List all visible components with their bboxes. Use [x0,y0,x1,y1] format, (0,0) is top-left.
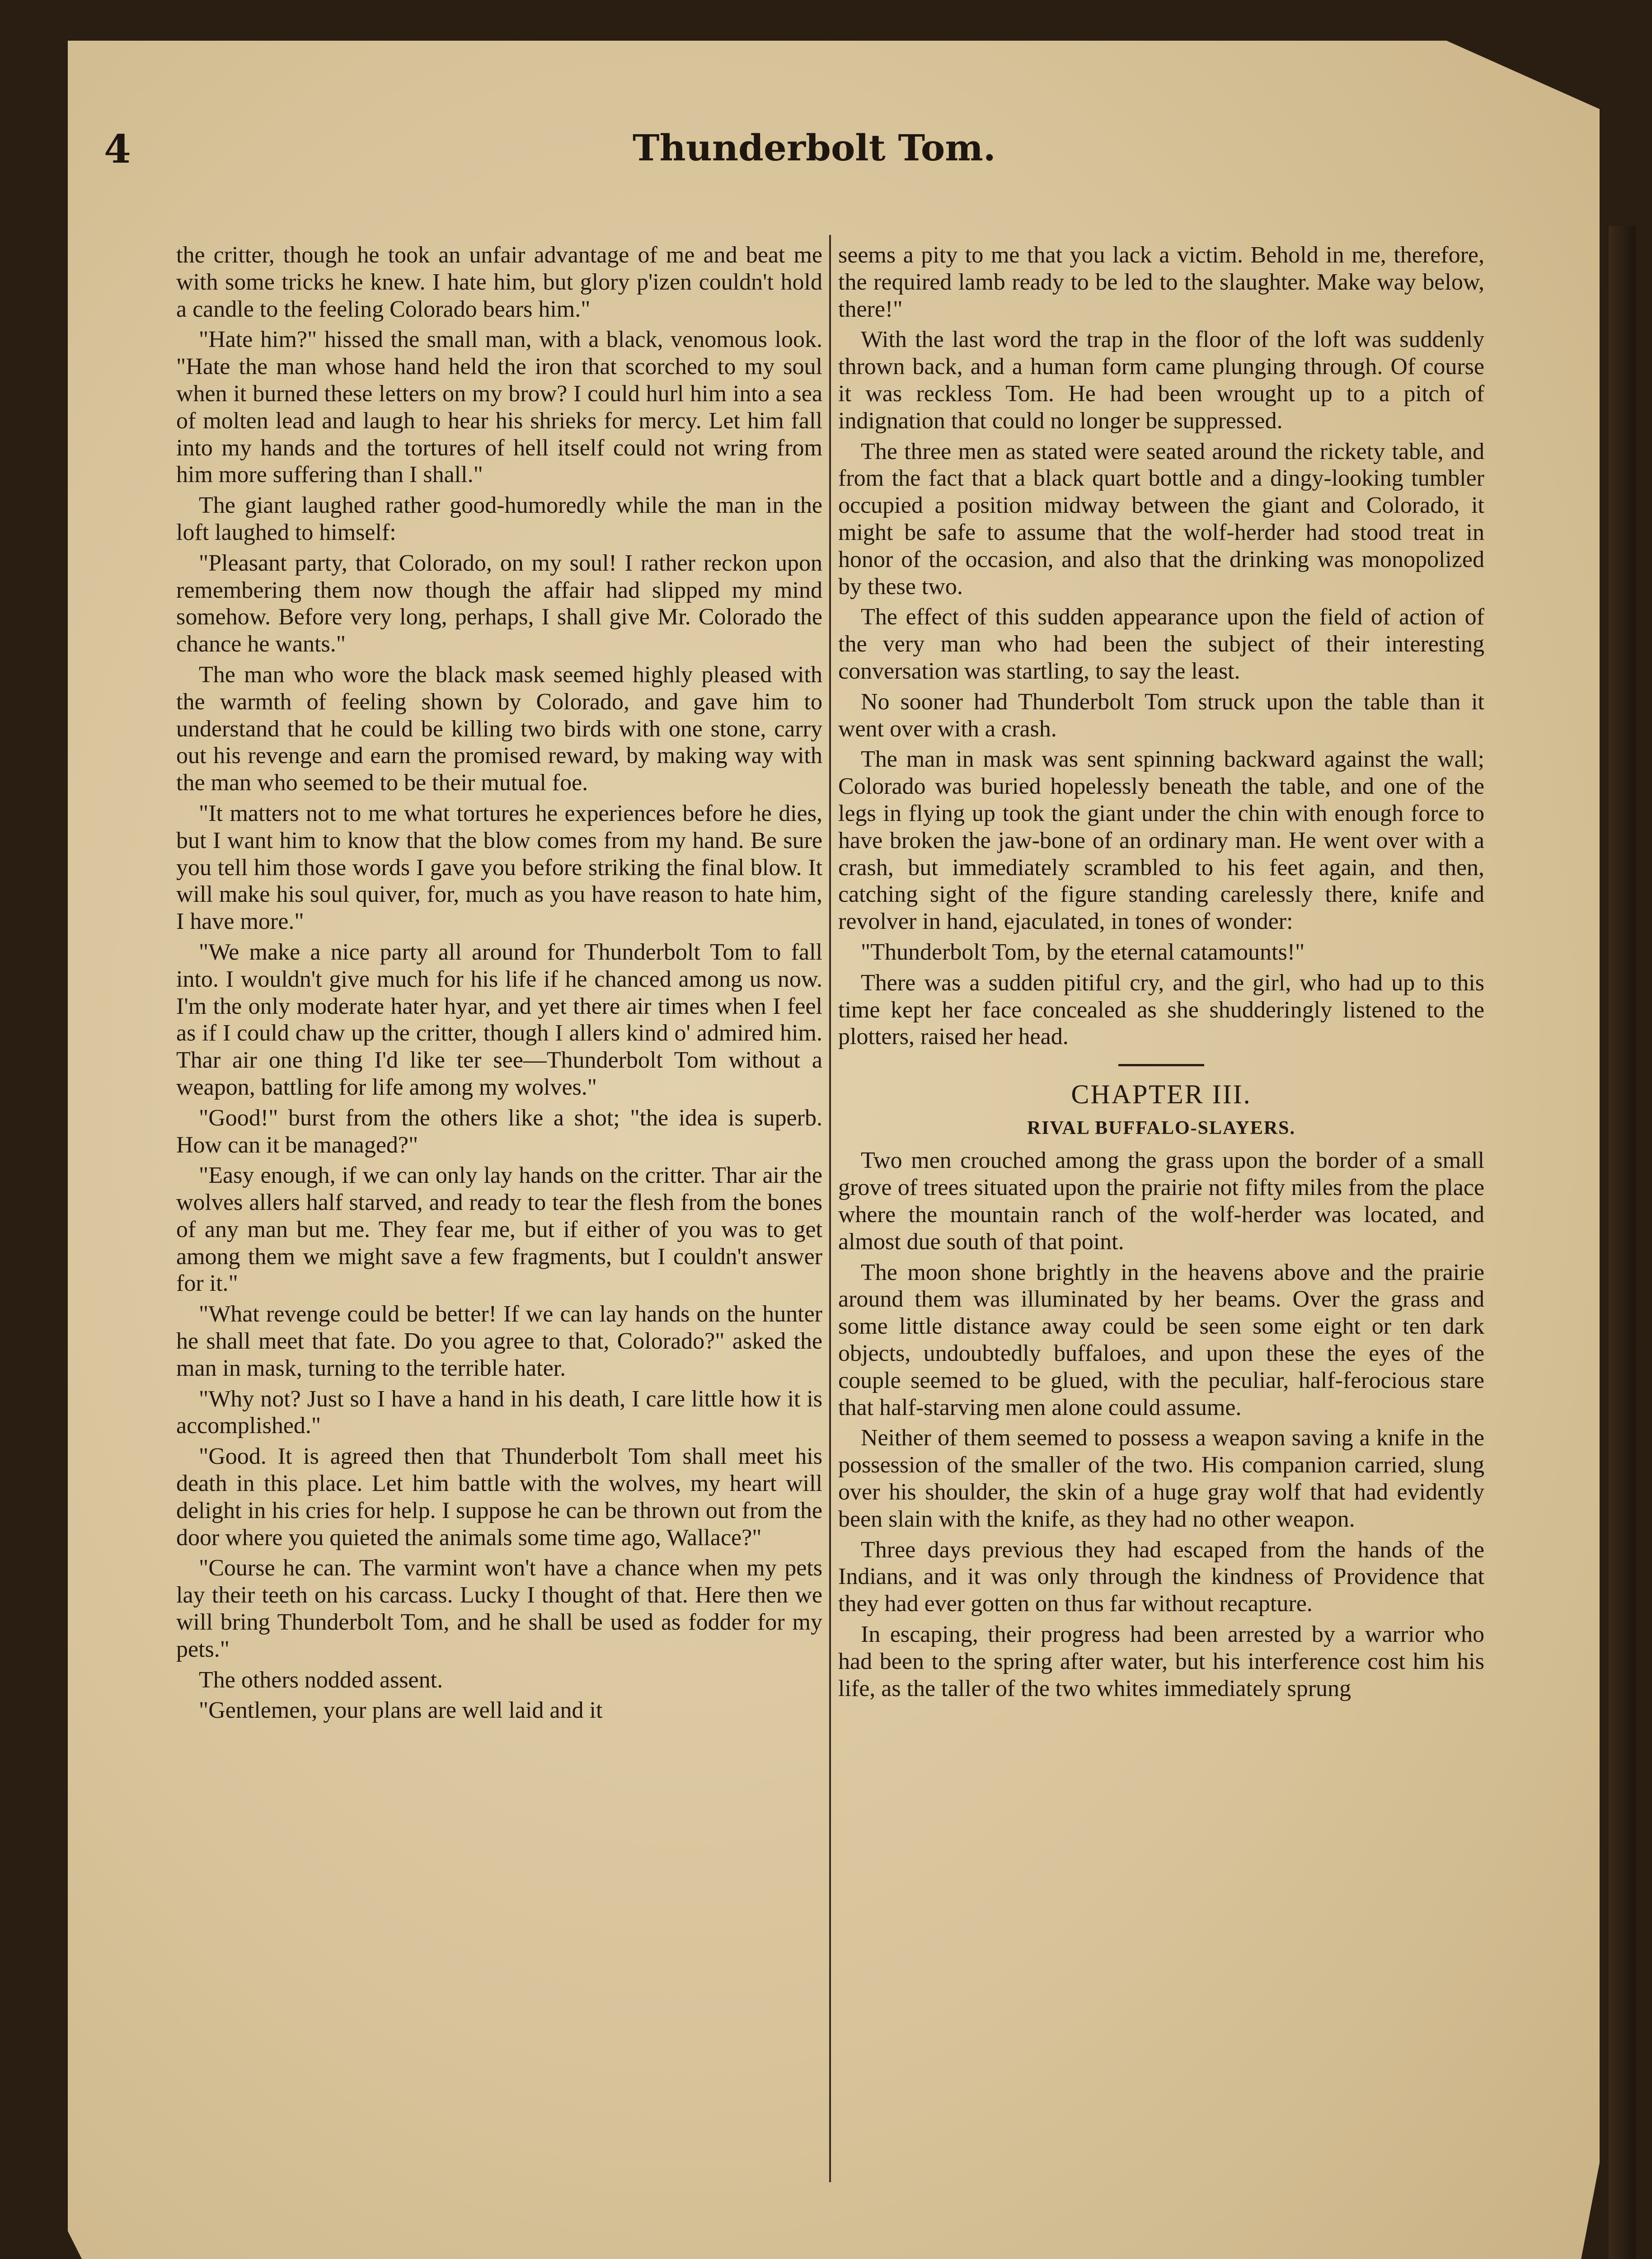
paragraph: "Course he can. The varmint won't have a chance when my pets lay their teeth on his carcass. Lucky I thought of that. Here then we will bring Thunderbolt Tom, and he shall be used as fodder for my pets." [176,1555,822,1662]
paragraph: "We make a nice party all around for Thunderbolt Tom to fall into. I wouldn't give much for his life if he chanced among us now. I'm the only moderate hater hyar, and yet there air times when I feel as if I could chaw up the critter, though I allers kind o' admired him. Thar air one thing I'd like ter see—Thunderbolt Tom without a weapon, battling for life among my wolves." [176,939,822,1100]
page-number: 4 [104,127,131,172]
chapter-title: CHAPTER III. [1071,1079,1252,1110]
paragraph: "Good. It is agreed then that Thunderbolt Tom shall meet his death in this place. Let him battle with the wolves, my heart will delight in his cries for help. I suppose he can be thrown out from the door where you quieted the animals some time ago, Wallace?" [176,1444,822,1551]
running-title: Thunderbolt Tom. [633,127,996,169]
chapter-rule [1118,1064,1204,1066]
paragraph: The giant laughed rather good-humoredly while the man in the loft laughed to himself: [176,492,822,545]
column-divider [829,235,831,2182]
paragraph: The others nodded assent. [199,1667,443,1693]
paragraph: In escaping, their progress had been arrested by a warrior who had been to the spring after water, but his interference cost him his life, as the taller of the two whites immediately sprung [838,1621,1484,1701]
page-header [104,127,1460,194]
paragraph: "Good!" burst from the others like a shot; "the idea is superb. How can it be managed?" [176,1105,822,1158]
paragraph: "Why not? Just so I have a hand in his death, I care little how it is accomplished." [176,1386,822,1439]
paragraph: The effect of this sudden appearance upon the field of action of the very man who had been the subject of their interesting conversation was startling, to say the least. [838,604,1484,684]
chapter-subtitle: RIVAL BUFFALO-SLAYERS. [1027,1118,1296,1139]
paragraph: Two men crouched among the grass upon the border of a small grove of trees situated upon the prairie not fifty miles from the place where the mountain ranch of the wolf-herder was located, and almost due south of that point. [838,1148,1484,1255]
paragraph: "What revenge could be better! If we can lay hands on the hunter he shall meet that fate. Do you agree to that, Colorado?" asked the man in mask, turning to the terrible hater. [176,1301,822,1381]
paragraph: the critter, though he took an unfair advantage of me and beat me with some tricks he knew. I hate him, but glory p'izen couldn't hold a candle to the feeling Colorado bears him." [176,242,822,322]
paragraph: "Pleasant party, that Colorado, on my soul! I rather reckon upon remembering them now though the affair had slipped my mind somehow. Before very long, perhaps, I shall give Mr. Colorado the chance he wants." [176,550,822,657]
paragraph: The moon shone brightly in the heavens above and the prairie around them was illuminated by her beams. Over the grass and some little distance away could be seen some eight or ten dark objects, undoubtedly buffaloes, and upon these the eyes of the couple seemed to be glued, with the peculiar, half-ferocious stare that half-starving men alone could assume. [838,1259,1484,1420]
paragraph: "Easy enough, if we can only lay hands on the critter. Thar air the wolves allers half starved, and ready to tear the flesh from the bones of any man but me. They fear me, but if either of you was to get among them we might save a few fragments, but I couldn't answer for it." [176,1162,822,1297]
paragraph: "It matters not to me what tortures he experiences before he dies, but I want him to know that the blow comes from my hand. Be sure you tell him those words I gave you before striking the final blow. It will make his soul quiver, for, much as you have reason to hate him, I have more." [176,800,822,935]
paragraph: "Gentlemen, your plans are well laid and it [199,1697,603,1724]
paragraph: With the last word the trap in the floor of the loft was suddenly thrown back, and a human form came plunging through. Of course it was reckless Tom. He had been wrought up to a pitch of indignation that could no longer be suppressed. [838,327,1484,434]
next-page-edge [1609,226,1636,2259]
paragraph: The man who wore the black mask seemed highly pleased with the warmth of feeling shown by Colorado, and gave him to understand that he could be killing two birds with one stone, carry out his revenge and earn the promised reward, by making way with the man who seemed to be their mutual foe. [176,661,822,796]
right-column [838,242,1484,1706]
paragraph: seems a pity to me that you lack a victim. Behold in me, therefore, the required lamb ready to be led to the slaughter. Make way below, there!" [838,242,1484,322]
paragraph: The man in mask was sent spinning backward against the wall; Colorado was buried hopelessly beneath the table, and one of the legs in flying up took the giant under the chin with enough force to have broken the jaw-bone of an ordinary man. He went over with a crash, but immediately scrambled to his feet again, and then, catching sight of the figure standing carelessly there, knife and revolver in hand, ejaculated, in tones of wonder: [838,746,1484,935]
paragraph: Three days previous they had escaped from the hands of the Indians, and it was only through the kindness of Providence that they had ever gotten on thus far without recapture. [838,1537,1484,1617]
paragraph: "Thunderbolt Tom, by the eternal catamounts!" [861,939,1305,965]
paragraph: Neither of them seemed to possess a weapon saving a knife in the possession of the smaller of the two. His companion carried, slung over his shoulder, the skin of a huge gray wolf that had evidently been slain with the knife, as they had no other weapon. [838,1425,1484,1532]
paragraph: There was a sudden pitiful cry, and the girl, who had up to this time kept her face concealed as she shudderingly listened to the plotters, raised her head. [838,970,1484,1050]
paragraph: The three men as stated were seated around the rickety table, and from the fact that a black quart bottle and a dingy-looking tumbler occupied a position midway between the giant and Colorado, it might be safe to assume that the wolf-herder had stood treat in honor of the occasion, and also that the drinking was monopolized by these two. [838,438,1484,600]
left-column [176,242,822,1728]
paragraph: "Hate him?" hissed the small man, with a black, venomous look. "Hate the man whose hand held the iron that scorched to my soul when it burned these letters on my brow? I could hurl him into a sea of molten lead and laugh to hear his shrieks for mercy. Let him fall into my hands and the tortures of hell itself could not wring from him more suffering than I shall." [176,327,822,488]
paragraph: No sooner had Thunderbolt Tom struck upon the table than it went over with a crash. [838,689,1484,742]
